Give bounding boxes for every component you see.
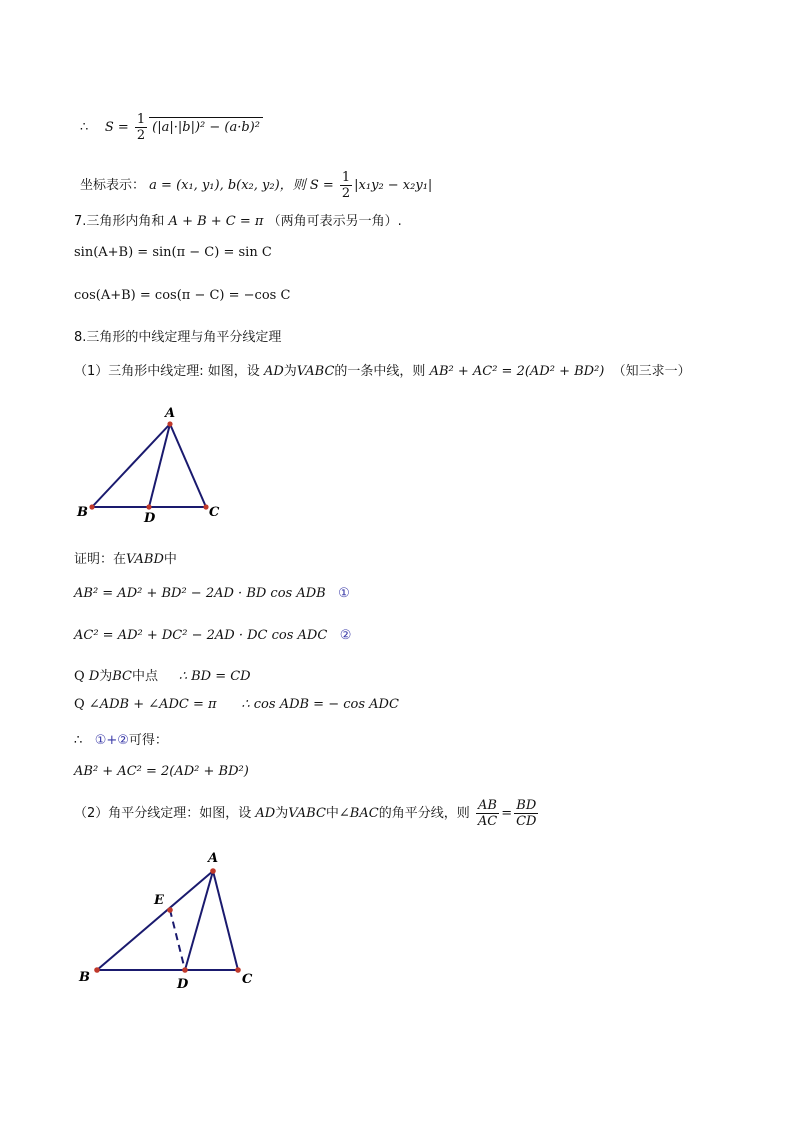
equation-1	[74, 586, 350, 601]
s8-2-tri: VABC	[288, 806, 326, 821]
fig2-label-c: C	[242, 972, 253, 987]
eq2-text: AC² = AD² + DC² − 2AD · DC cos ADC	[74, 628, 328, 643]
ratio-left-den: AC	[477, 814, 498, 829]
q1-b: D	[88, 669, 100, 684]
q1-a: Q	[74, 669, 85, 684]
coord-s: S =	[309, 178, 334, 193]
s8-2-post: 的角平分线，则	[378, 806, 470, 821]
sum-pre: ∴	[74, 733, 83, 748]
q2-c: ∴ cos ADB = − cos ADC	[241, 697, 399, 712]
therefore-symbol: ∴	[80, 120, 89, 135]
section-7-title	[74, 210, 402, 229]
fig1-lines	[92, 424, 206, 507]
coord-half: $\frac{1}{2}$	[341, 170, 351, 201]
q2-b: ∠ADB + ∠ADC = π	[88, 697, 217, 712]
s8-1-tri: VABC	[296, 364, 335, 379]
s8-1-ad: AD	[263, 364, 284, 379]
s8-2-ad: AD	[255, 806, 276, 821]
bisector-theorem	[74, 798, 540, 829]
q1-f: ∴ BD = CD	[178, 669, 251, 684]
equation-2	[74, 628, 351, 643]
section-8-title: 8.三角形的中线定理与角平分线定理	[74, 330, 282, 345]
s7-equation: A + B + C = π	[168, 214, 264, 229]
s8-2-mid: 为	[275, 806, 289, 821]
half-fraction: $\frac{1}{2}$	[136, 112, 146, 143]
s8-2-ang: ∠BAC	[338, 806, 379, 821]
coord-label: 坐标表示：	[80, 178, 146, 193]
proof-pre: 证明：在	[74, 552, 127, 567]
sum-post: 可得：	[128, 733, 168, 748]
eq2-mark: ②	[339, 628, 352, 643]
median-theorem	[74, 360, 691, 379]
q1-c: 为	[99, 669, 113, 684]
fig1-label-a: A	[165, 406, 176, 421]
fig1-label-b: B	[77, 505, 88, 520]
fig2-label-b: B	[79, 970, 90, 985]
proof-post: 中	[163, 552, 177, 567]
cos-identity: cos(A+B) = cos(π − C) = −cos C	[74, 288, 291, 303]
fig2-points	[94, 868, 241, 973]
ratio-right-den: CD	[516, 814, 537, 829]
angle-sum-line	[74, 697, 399, 712]
coord-vectors: a = (x₁, y₁), b(x₂, y₂)，则	[149, 178, 306, 193]
s7-title-text: 7.三角形内角和	[74, 214, 165, 229]
eq1-text: AB² = AD² + BD² − 2AD · BD cos ADB	[74, 586, 326, 601]
fig1-label-c: C	[209, 505, 220, 520]
fig1-points	[89, 421, 208, 509]
sin-identity: sin(A+B) = sin(π − C) = sin C	[74, 245, 272, 260]
coord-line	[80, 170, 432, 201]
s8-2-pre: （2）角平分线定理：如图，设	[74, 806, 252, 821]
ratio-left	[476, 798, 499, 829]
s8-1-tail: （知三求一）	[612, 364, 691, 379]
s8-1-pre: （1）三角形中线定理: 如图，设	[74, 364, 260, 379]
s8-1-post: 的一条中线，则	[334, 364, 426, 379]
proof-tri: VABD	[126, 552, 164, 567]
s8-1-formula: AB² + AC² = 2(AD² + BD²)	[429, 364, 605, 379]
coord-abs: |x₁y₂ − x₂y₁|	[354, 178, 433, 193]
fig1-label-d: D	[144, 511, 156, 526]
fig2-label-d: D	[177, 977, 189, 992]
q1-d: BC	[112, 669, 133, 684]
q2-a: Q	[74, 697, 85, 712]
q1-e: 中点	[132, 669, 159, 684]
area-formula	[80, 112, 263, 143]
fig2-label-a: A	[208, 851, 219, 866]
sum-marks: ①+②	[94, 733, 129, 748]
ratio-left-num: AB	[476, 798, 499, 814]
area-lhs: S =	[104, 120, 129, 135]
s8-2-mid2: 中	[325, 806, 339, 821]
fig2-label-e: E	[154, 893, 164, 908]
ratio-right-num: BD	[514, 798, 538, 814]
s8-1-mid: 为	[283, 364, 297, 379]
area-radicand: (|a|·|b|)² − (a·b)²	[149, 117, 263, 135]
ratio-eq: =	[501, 806, 513, 821]
fig2-lines	[97, 871, 238, 970]
midpoint-line	[74, 665, 251, 684]
ratio-right	[514, 798, 538, 829]
sum-line	[74, 729, 168, 748]
s7-note: （两角可表示另一角）.	[267, 214, 402, 229]
proof-intro	[74, 548, 177, 567]
median-result: AB² + AC² = 2(AD² + BD²)	[74, 764, 249, 779]
eq1-mark: ①	[338, 586, 350, 601]
